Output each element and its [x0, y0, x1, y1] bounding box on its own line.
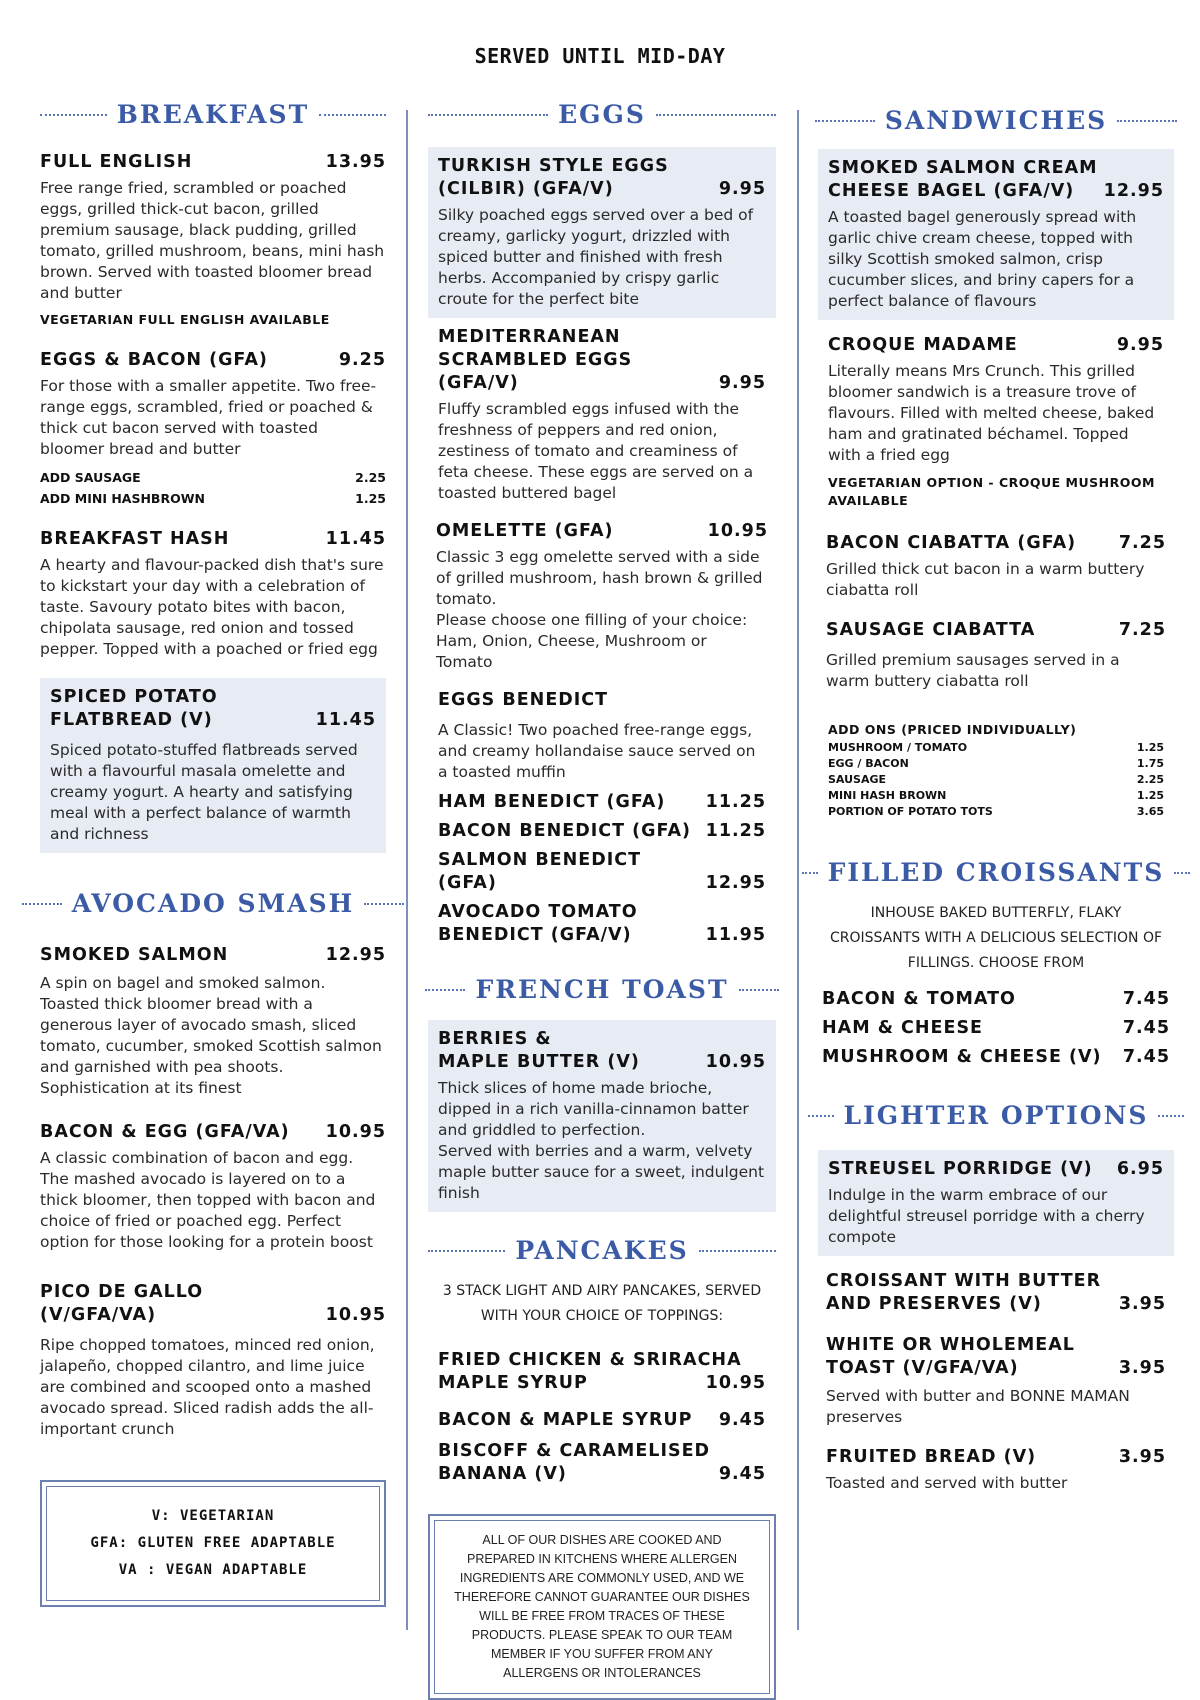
add-on-row — [828, 741, 1164, 754]
legend-vegan: VA : VEGAN ADAPTABLE — [118, 1562, 308, 1578]
item-name-line: TURKISH STYLE EGGS — [438, 156, 669, 176]
add-on-row — [40, 470, 386, 485]
item-name: BREAKFAST HASH — [40, 529, 230, 549]
item-price: 9.95 — [718, 179, 766, 199]
item-price: 11.45 — [325, 529, 386, 549]
menu-item-spiced-potato-flatbread — [40, 678, 386, 853]
divider-dots — [364, 903, 404, 905]
item-description: Free range fried, scrambled or poached eggs, grilled thick-cut bacon, grilled premium sausage, black pudding, grilled tomato, grilled mushroom, beans, mini hash brown. Served with toasted bloomer bread and butter — [40, 179, 385, 302]
item-name-line: FLATBREAD (V) — [50, 710, 213, 730]
menu-item-eggs-bacon — [40, 349, 386, 506]
add-on-row — [828, 773, 1164, 786]
item-price: 3.95 — [1118, 1447, 1166, 1467]
item-description: Indulge in the warm embrace of our delightful streusel porridge with a cherry compote — [828, 1186, 1145, 1246]
item-name: OMELETTE (GFA) — [436, 521, 614, 541]
item-price: 10.95 — [325, 1305, 386, 1325]
item-description: Spiced potato-stuffed flatbreads served with a flavourful masala omelette and creamy yogurt. A hearty and satisfying meal with a perfect balance of warmth and richness — [50, 741, 358, 843]
item-name-line: BANANA (V) — [438, 1464, 567, 1484]
item-price: 7.45 — [1122, 1047, 1170, 1067]
item-name — [50, 686, 376, 709]
item-price: 11.25 — [705, 792, 766, 812]
column-divider-left — [406, 110, 408, 1630]
item-price: 9.45 — [718, 1464, 766, 1484]
item-name: CROQUE MADAME — [828, 335, 1018, 355]
divider-dots — [699, 1250, 776, 1252]
filled-croissants-title: FILLED CROISSANTS — [827, 858, 1165, 887]
menu-item-toast — [818, 1334, 1174, 1428]
divider-dots — [40, 114, 107, 116]
item-price: 7.25 — [1118, 620, 1166, 640]
item-name-line: BENEDICT (GFA/V) — [438, 925, 632, 945]
item-price: 12.95 — [325, 945, 386, 965]
menu-item-breakfast-hash — [40, 528, 386, 660]
divider-dots — [22, 903, 62, 905]
divider-dots — [428, 114, 548, 116]
item-name-line: (CILBIR) (GFA/V) — [438, 179, 614, 199]
benedict-option — [438, 849, 766, 895]
filled-croissants-header — [818, 858, 1174, 887]
page-title: SERVED UNTIL MID-DAY — [474, 44, 726, 68]
item-description: Ripe chopped tomatoes, minced red onion, jalapeño, chopped cilantro, and lime juice are combined and scooped onto a mashed avocado spread. Sliced radish adds the all-important crunch — [40, 1336, 375, 1438]
item-price: 11.45 — [315, 710, 376, 730]
item-description: Toasted and served with butter — [826, 1474, 1068, 1492]
item-price: 13.95 — [325, 152, 386, 172]
item-name-line: SMOKED SALMON CREAM — [828, 158, 1098, 178]
allergen-notice: ALL OF OUR DISHES ARE COOKED AND PREPARED IN KITCHENS WHERE ALLERGEN INGREDIENTS ARE COMMONLY USED, AND WE THEREFORE CANNOT GUARANTEE OUR DISHES WILL BE FREE FROM TRACES OF THESE PRODUCTS. PLEASE SPEAK TO OUR TEAM MEMBER IF YOU SUFFER FROM ANY ALLERGENS OR INTOLERANCES — [434, 1520, 770, 1694]
item-price: 10.95 — [705, 1373, 766, 1393]
item-description: A Classic! Two poached free-range eggs, and creamy hollandaise sauce served on a toasted muffin — [438, 721, 756, 781]
divider-dots — [808, 1115, 834, 1117]
item-description: Fluffy scrambled eggs infused with the freshness of peppers and red onion, zestiness of tomato and creaminess of feta cheese. These eggs are served on a toasted buttered bagel — [438, 400, 754, 502]
pancakes-intro: 3 STACK LIGHT AND AIRY PANCAKES, SERVED WITH YOUR CHOICE OF TOPPINGS: — [442, 1283, 762, 1324]
menu-item-fried-chicken-pancakes — [428, 1349, 776, 1395]
item-name-line: AND PRESERVES (V) — [826, 1294, 1042, 1314]
benedict-option — [438, 791, 766, 814]
item-description: A spin on bagel and smoked salmon. Toasted thick bloomer bread with a generous layer of avocado smash, sliced tomato, cucumber, smoked Scottish salmon and garnished with pea shoots. Sophistication at its finest — [40, 974, 382, 1097]
item-price: 12.95 — [705, 873, 766, 893]
item-price: 7.25 — [1118, 533, 1166, 553]
item-price: 11.25 — [705, 821, 766, 841]
divider-dots — [1158, 1115, 1184, 1117]
item-price: 10.95 — [705, 1052, 766, 1072]
avocado-smash-header — [40, 889, 386, 918]
add-on-price: 1.25 — [355, 491, 386, 506]
column-right — [818, 106, 1174, 1494]
item-name: SAUSAGE CIABATTA — [826, 620, 1036, 640]
menu-item-croque-madame — [818, 334, 1174, 510]
benedict-option — [438, 820, 766, 843]
french-toast-header — [428, 975, 776, 1004]
add-on-price: 1.75 — [1136, 757, 1164, 770]
column-divider-right — [797, 110, 799, 1630]
item-name: BACON BENEDICT (GFA) — [438, 821, 691, 841]
item-name: FULL ENGLISH — [40, 152, 193, 172]
column-left — [40, 100, 386, 1607]
item-name-line: SPICED POTATO — [50, 687, 218, 707]
menu-item-fruited-bread — [818, 1446, 1174, 1494]
item-name: BACON & MAPLE SYRUP — [438, 1410, 693, 1430]
item-description: Served with butter and BONNE MAMAN preserves — [826, 1387, 1130, 1426]
sandwiches-header — [818, 106, 1174, 135]
item-name: BACON & TOMATO — [822, 989, 1016, 1009]
add-on-row — [828, 757, 1164, 770]
item-price: 9.25 — [338, 350, 386, 370]
add-on-price: 2.25 — [1136, 773, 1164, 786]
french-toast-title: FRENCH TOAST — [475, 975, 729, 1004]
menu-item-bacon-ciabatta — [818, 532, 1174, 601]
item-name: EGGS BENEDICT — [438, 690, 609, 710]
divider-dots — [802, 872, 818, 874]
menu-item-croissant-preserves — [818, 1270, 1174, 1316]
add-on-row — [40, 491, 386, 506]
croissants-intro: INHOUSE BAKED BUTTERFLY, FLAKY CROISSANTS WITH A DELICIOUS SELECTION OF FILLINGS. CHOOSE FROM — [829, 905, 1163, 971]
menu-item-turkish-eggs — [428, 147, 776, 318]
column-middle — [428, 100, 776, 1700]
croissant-item — [822, 988, 1170, 1011]
item-price: 11.95 — [705, 925, 766, 945]
add-on-label: EGG / BACON — [828, 757, 909, 770]
divider-dots — [739, 989, 779, 991]
item-name: BACON & EGG (GFA/VA) — [40, 1122, 290, 1142]
item-description: Classic 3 egg omelette served with a side of grilled mushroom, hash brown & grilled tomato. — [436, 548, 763, 608]
divider-dots — [1117, 120, 1177, 122]
item-name: HAM & CHEESE — [822, 1018, 984, 1038]
item-price: 6.95 — [1116, 1159, 1164, 1179]
item-name: SALMON BENEDICT (GFA) — [438, 850, 642, 893]
item-name-line: AVOCADO TOMATO — [438, 902, 638, 922]
croissant-list — [818, 988, 1174, 1069]
item-note: VEGETARIAN FULL ENGLISH AVAILABLE — [40, 312, 330, 327]
add-on-label: MINI HASH BROWN — [828, 789, 947, 802]
add-ons-list — [818, 722, 1174, 818]
item-name-line: FRIED CHICKEN & SRIRACHA — [438, 1350, 742, 1370]
item-name: SMOKED SALMON — [40, 945, 229, 965]
dietary-legend-box — [40, 1480, 386, 1607]
breakfast-title: BREAKFAST — [116, 100, 310, 129]
pancakes-header — [428, 1236, 776, 1265]
eggs-header — [428, 100, 776, 129]
add-on-label: ADD SAUSAGE — [40, 470, 141, 485]
legend-vegetarian: V: VEGETARIAN — [151, 1508, 275, 1524]
add-on-label: SAUSAGE — [828, 773, 887, 786]
menu-item-omelette — [428, 520, 776, 673]
item-name-line: MEDITERRANEAN — [438, 327, 621, 347]
menu-item-smoked-salmon — [40, 944, 386, 1099]
divider-dots — [425, 989, 465, 991]
item-price: 7.45 — [1122, 1018, 1170, 1038]
item-name: STREUSEL PORRIDGE (V) — [828, 1159, 1093, 1179]
item-name: MUSHROOM & CHEESE (V) — [822, 1047, 1102, 1067]
item-price: 10.95 — [325, 1122, 386, 1142]
item-name: FRUITED BREAD (V) — [826, 1447, 1037, 1467]
menu-item-salmon-bagel — [818, 149, 1174, 320]
add-ons-title: ADD ONS (PRICED INDIVIDUALLY) — [828, 722, 1077, 737]
divider-dots — [656, 114, 776, 116]
item-description: Grilled premium sausages served in a warm buttery ciabatta roll — [826, 651, 1120, 690]
croissant-item — [822, 1017, 1170, 1040]
menu-item-bacon-egg — [40, 1121, 386, 1253]
add-on-price: 1.25 — [1136, 789, 1164, 802]
add-on-price: 2.25 — [355, 470, 386, 485]
menu-item-bacon-maple-pancakes — [428, 1409, 776, 1432]
item-description: A classic combination of bacon and egg. The mashed avocado is layered on to a thick bloomer, then topped with bacon and choice of fried or poached egg. Perfect option for those looking for a protein boost — [40, 1149, 376, 1251]
item-name-line: BISCOFF & CARAMELISED — [438, 1441, 711, 1461]
item-price: 9.95 — [1116, 335, 1164, 355]
item-description: Silky poached eggs served over a bed of creamy, garlicky yogurt, drizzled with spiced butter and finished with fresh herbs. Accompanied by crispy garlic croute for the perfect bite — [438, 206, 754, 308]
item-description: Thick slices of home made brioche, dipped in a rich vanilla-cinnamon batter and griddled to perfection. — [438, 1079, 749, 1139]
add-on-label: PORTION OF POTATO TOTS — [828, 805, 993, 818]
menu-item-berries-maple-butter — [428, 1020, 776, 1212]
menu-item-mediterranean-eggs — [428, 326, 776, 504]
croissant-item — [822, 1046, 1170, 1069]
add-on-price: 1.25 — [1136, 741, 1164, 754]
item-description: A hearty and flavour-packed dish that's sure to kickstart your day with a celebration of taste. Savoury potato bites with bacon, chipolata sausage, red onion and tossed pepper. Topped with a poached or fried egg — [40, 556, 384, 658]
item-name-line: CROISSANT WITH BUTTER — [826, 1271, 1102, 1291]
item-name-line: MAPLE SYRUP — [438, 1373, 588, 1393]
item-description: Grilled thick cut bacon in a warm buttery ciabatta roll — [826, 560, 1145, 599]
item-name-line: SCRAMBLED EGGS (GFA/V) — [438, 350, 633, 393]
menu-item-full-english — [40, 151, 386, 327]
item-name: BACON CIABATTA (GFA) — [826, 533, 1077, 553]
item-name-line: TOAST (V/GFA/VA) — [826, 1358, 1019, 1378]
menu-item-biscoff-pancakes — [428, 1440, 776, 1486]
menu-item-streusel-porridge — [818, 1150, 1174, 1256]
menu-item-sausage-ciabatta — [818, 619, 1174, 692]
add-on-label: ADD MINI HASHBROWN — [40, 491, 205, 506]
item-name-line: CHEESE BAGEL (GFA/V) — [828, 181, 1075, 201]
menu-item-eggs-benedict — [428, 689, 776, 947]
pancakes-title: PANCAKES — [515, 1236, 689, 1265]
item-description-extra: Served with berries and a warm, velvety maple butter sauce for a sweet, indulgent finish — [438, 1142, 765, 1202]
item-price: 9.95 — [718, 373, 766, 393]
divider-dots — [319, 114, 386, 116]
item-name: PICO DE GALLO (V/GFA/VA) — [40, 1282, 204, 1325]
eggs-title: EGGS — [558, 100, 646, 129]
item-name: HAM BENEDICT (GFA) — [438, 792, 666, 812]
divider-dots — [1174, 872, 1190, 874]
divider-dots — [815, 120, 875, 122]
item-description: Literally means Mrs Crunch. This grilled bloomer sandwich is a treasure trove of flavours. Filled with melted cheese, baked ham and gratinated béchamel. Topped with a fried egg — [828, 362, 1155, 464]
legend-gluten-free: GFA: GLUTEN FREE ADAPTABLE — [90, 1535, 336, 1551]
lighter-options-header — [818, 1101, 1174, 1130]
allergen-notice-box — [428, 1514, 776, 1700]
item-price: 10.95 — [707, 521, 768, 541]
add-on-label: MUSHROOM / TOMATO — [828, 741, 968, 754]
item-name: EGGS & BACON (GFA) — [40, 350, 268, 370]
item-name-line: BERRIES & — [438, 1029, 552, 1049]
item-price: 12.95 — [1103, 181, 1164, 201]
sandwiches-title: SANDWICHES — [884, 106, 1108, 135]
item-price: 9.45 — [718, 1410, 766, 1430]
menu-item-pico-de-gallo — [40, 1281, 386, 1440]
divider-dots — [428, 1250, 505, 1252]
item-price: 3.95 — [1118, 1358, 1166, 1378]
avocado-smash-title: AVOCADO SMASH — [71, 889, 355, 918]
item-name-line: MAPLE BUTTER (V) — [438, 1052, 640, 1072]
breakfast-header — [40, 100, 386, 129]
item-description-extra: Please choose one filling of your choice: Ham, Onion, Cheese, Mushroom or Tomato — [436, 611, 748, 671]
item-note: VEGETARIAN OPTION - CROQUE MUSHROOM AVAILABLE — [828, 475, 1155, 508]
item-description: A toasted bagel generously spread with garlic chive cream cheese, topped with silky Scottish smoked salmon, crisp cucumber slices, and briny capers for a perfect balance of flavours — [828, 208, 1137, 310]
add-on-row — [828, 805, 1164, 818]
item-price: 7.45 — [1122, 989, 1170, 1009]
item-name-line: WHITE OR WHOLEMEAL — [826, 1335, 1075, 1355]
item-description: For those with a smaller appetite. Two free-range eggs, scrambled, fried or poached & thick cut bacon served with toasted bloomer bread and butter — [40, 377, 377, 458]
add-on-row — [828, 789, 1164, 802]
lighter-options-title: LIGHTER OPTIONS — [843, 1101, 1149, 1130]
item-price: 3.95 — [1118, 1294, 1166, 1314]
add-on-price: 3.65 — [1136, 805, 1164, 818]
